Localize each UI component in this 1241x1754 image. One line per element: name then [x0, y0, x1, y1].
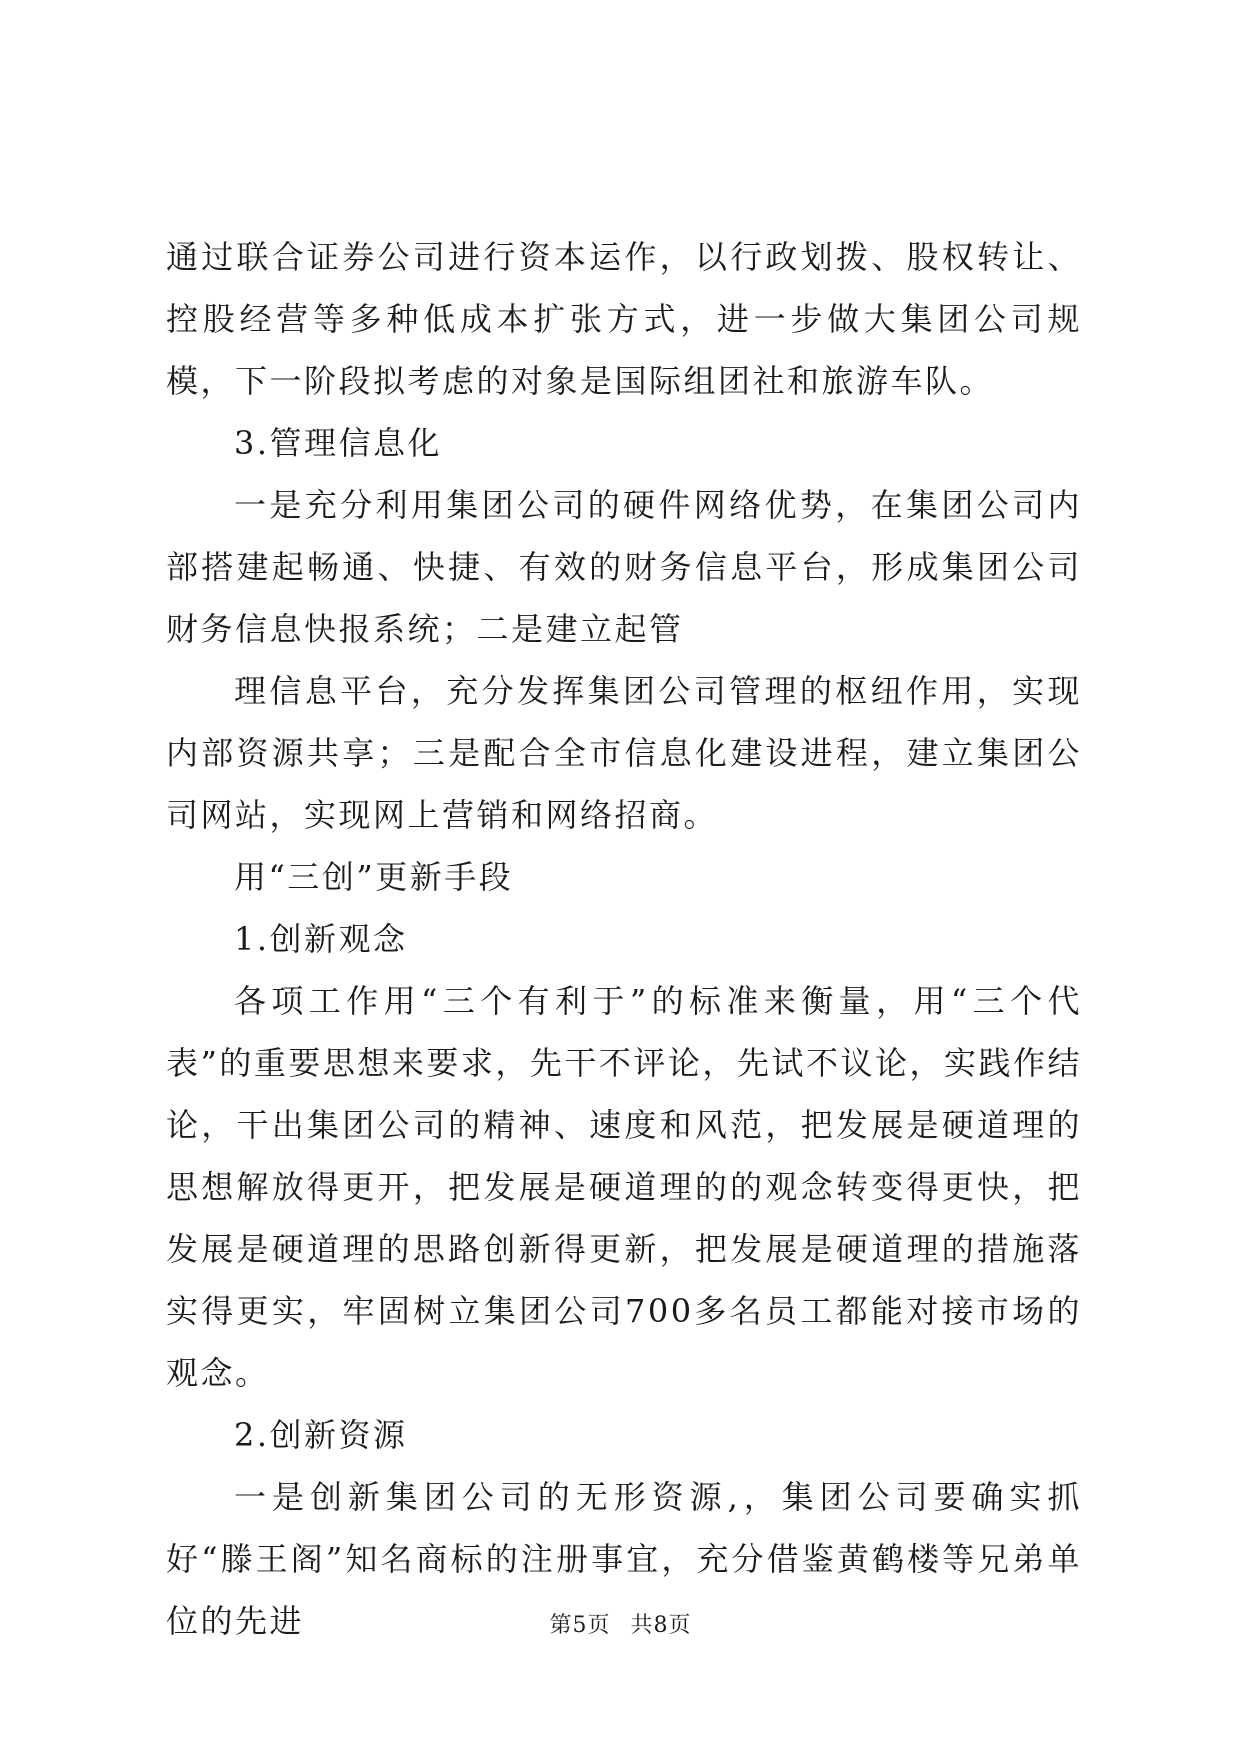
page-total: 共8页 [630, 1613, 692, 1638]
heading-innovate-concepts: 1.创新观念 [234, 920, 408, 958]
heading-management-informatization: 3.管理信息化 [234, 424, 443, 462]
heading-three-innovations: 用“三创”更新手段 [234, 858, 514, 896]
paragraph-7: 各项工作用“三个有利于”的标准来衡量，用“三个代表”的重要思想来要求，先干不评论，先试不议论，实践作结论，干出集团公司的精神、速度和风范，把发展是硬道理的思想解放得更开，把发展是硬道理的的观念转变得更快，把发展是硬道理的思路创新得更新，把发展是硬道理的措施落实得更实，牢固树立集团公司700多名员工都能对接市场的观念。 [166, 982, 1082, 1392]
page-number: 第5页 [549, 1613, 611, 1638]
document-body [166, 226, 1082, 1652]
page-footer [0, 1608, 1241, 1639]
heading-innovate-resources: 2.创新资源 [234, 1416, 408, 1454]
paragraph-9: 一是创新集团公司的无形资源,，集团公司要确实抓好“滕王阁”知名商标的注册事宜，充分借鉴黄鹤楼等兄弟单位的先进 [166, 1478, 1082, 1640]
paragraph-1: 通过联合证券公司进行资本运作，以行政划拨、股权转让、控股经营等多种低成本扩张方式，进一步做大集团公司规模，下一阶段拟考虑的对象是国际组团社和旅游车队。 [166, 238, 1082, 400]
paragraph-4: 理信息平台，充分发挥集团公司管理的枢纽作用，实现内部资源共享；三是配合全市信息化建设进程，建立集团公司网站，实现网上营销和网络招商。 [166, 672, 1082, 834]
paragraph-3: 一是充分利用集团公司的硬件网络优势，在集团公司内部搭建起畅通、快捷、有效的财务信息平台，形成集团公司财务信息快报系统；二是建立起管 [166, 486, 1082, 648]
